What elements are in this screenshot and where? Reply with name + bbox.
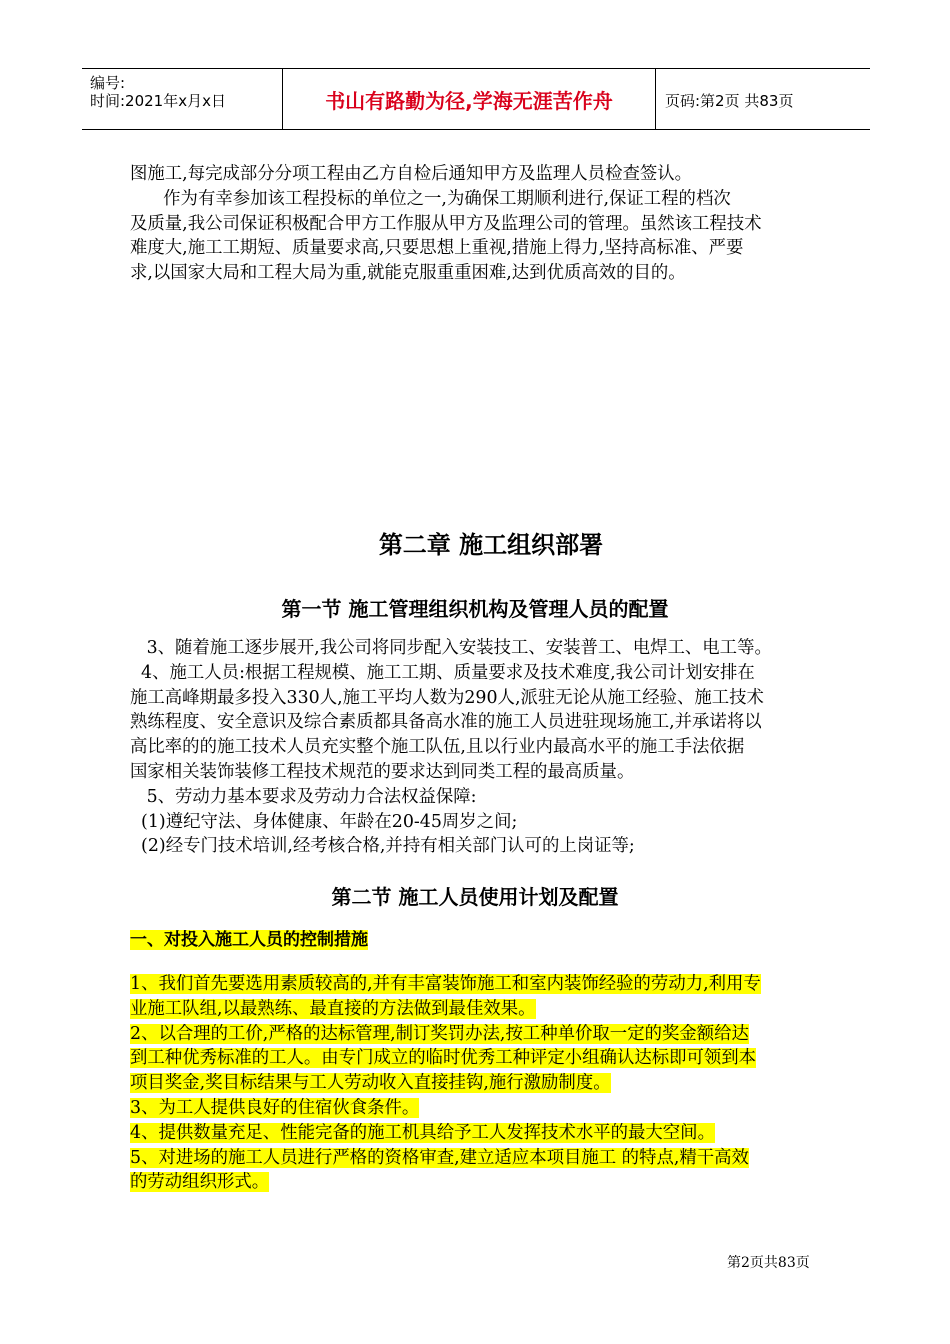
header-page-cell xyxy=(655,69,870,129)
document-time-label: 时间:2021年x月x日 xyxy=(90,92,226,110)
section-2-subheading-wrap xyxy=(130,928,825,953)
section-2-title: 第二节 施工人员使用计划及配置 xyxy=(331,885,619,909)
highlighted-line: 项目奖金,奖目标结果与工人劳动收入直接挂钩,施行激励制度。 xyxy=(130,1073,611,1094)
section-1-body xyxy=(130,636,825,859)
highlighted-line: 到工种优秀标准的工人。由专门成立的临时优秀工种评定小组确认达标即可领到本 xyxy=(130,1048,757,1069)
section-1-line: 3、随着施工逐步展开,我公司将同步配入安装技工、安装普工、电焊工、电工等。 xyxy=(130,638,772,658)
intro-paragraph xyxy=(130,162,825,286)
section-2-body xyxy=(130,972,825,1195)
section-1-title: 第一节 施工管理组织机构及管理人员的配置 xyxy=(281,597,669,621)
intro-line: 求,以国家大局和工程大局为重,就能克服重重困难,达到优质高效的目的。 xyxy=(130,263,686,284)
highlighted-line: 1、我们首先要选用素质较高的,并有丰富装饰施工和室内装饰经验的劳动力,利用专 xyxy=(130,974,761,994)
document-number-label: 编号: xyxy=(90,74,126,92)
footer-page-number: 第2页共83页 xyxy=(727,1255,810,1271)
section-1-line: 高比率的的施工技术人员充实整个施工队伍,且以行业内最高水平的施工手法依据 xyxy=(130,737,745,758)
intro-line: 及质量,我公司保证积极配合甲方工作服从甲方及监理公司的管理。虽然该工程技术 xyxy=(130,213,762,234)
motto-text: 书山有路勤为径,学海无涯苦作舟 xyxy=(325,89,613,113)
intro-line: 难度大,施工工期短、质量要求高,只要思想上重视,措施上得力,坚持高标准、严要 xyxy=(130,238,744,259)
highlighted-line: 3、为工人提供良好的住宿伙食条件。 xyxy=(130,1097,420,1118)
section-2-subheading: 一、对投入施工人员的控制措施 xyxy=(130,930,368,950)
section-1-line: 4、施工人员:根据工程规模、施工工期、质量要求及技术难度,我公司计划安排在 xyxy=(130,662,755,683)
section-1-line: 施工高峰期最多投入330人,施工平均人数为290人,派驻无论从施工经验、施工技术 xyxy=(130,687,764,708)
section-1-line: (1)遵纪守法、身体健康、年龄在20-45周岁之间; xyxy=(130,811,518,832)
section-1-line: 熟练程度、安全意识及综合素质都具备高水准的施工人员进驻现场施工,并承诺将以 xyxy=(130,712,762,733)
header-meta-cell xyxy=(82,69,282,129)
section-1-line: 国家相关装饰装修工程技术规范的要求达到同类工程的最高质量。 xyxy=(130,761,635,782)
chapter-title: 第二章 施工组织部署 xyxy=(378,531,604,559)
header-motto-cell xyxy=(282,69,656,129)
intro-line: 图施工,每完成部分分项工程由乙方自检后通知甲方及监理人员检查签认。 xyxy=(130,164,693,184)
intro-line: 作为有幸参加该工程投标的单位之一,为确保工期顺利进行,保证工程的档次 xyxy=(130,188,731,209)
highlighted-line: 4、提供数量充足、性能完备的施工机具给予工人发挥技术水平的最大空间。 xyxy=(130,1122,715,1143)
highlighted-line: 的劳动组织形式。 xyxy=(130,1172,270,1193)
highlighted-line: 业施工队组,以最熟练、最直接的方法做到最佳效果。 xyxy=(130,998,536,1019)
highlighted-line: 2、以合理的工价,严格的达标管理,制订奖罚办法,按工种单价取一定的奖金额给达 xyxy=(130,1023,749,1044)
section-1-line: 5、劳动力基本要求及劳动力合法权益保障: xyxy=(130,786,477,807)
highlighted-line: 5、对进场的施工人员进行严格的资格审查,建立适应本项目施工 的特点,精干高效 xyxy=(130,1147,749,1168)
header-page-number: 页码:第2页 共83页 xyxy=(665,92,794,110)
page-header xyxy=(82,68,870,130)
section-1-line: (2)经专门技术培训,经考核合格,并持有相关部门认可的上岗证等; xyxy=(130,836,635,857)
